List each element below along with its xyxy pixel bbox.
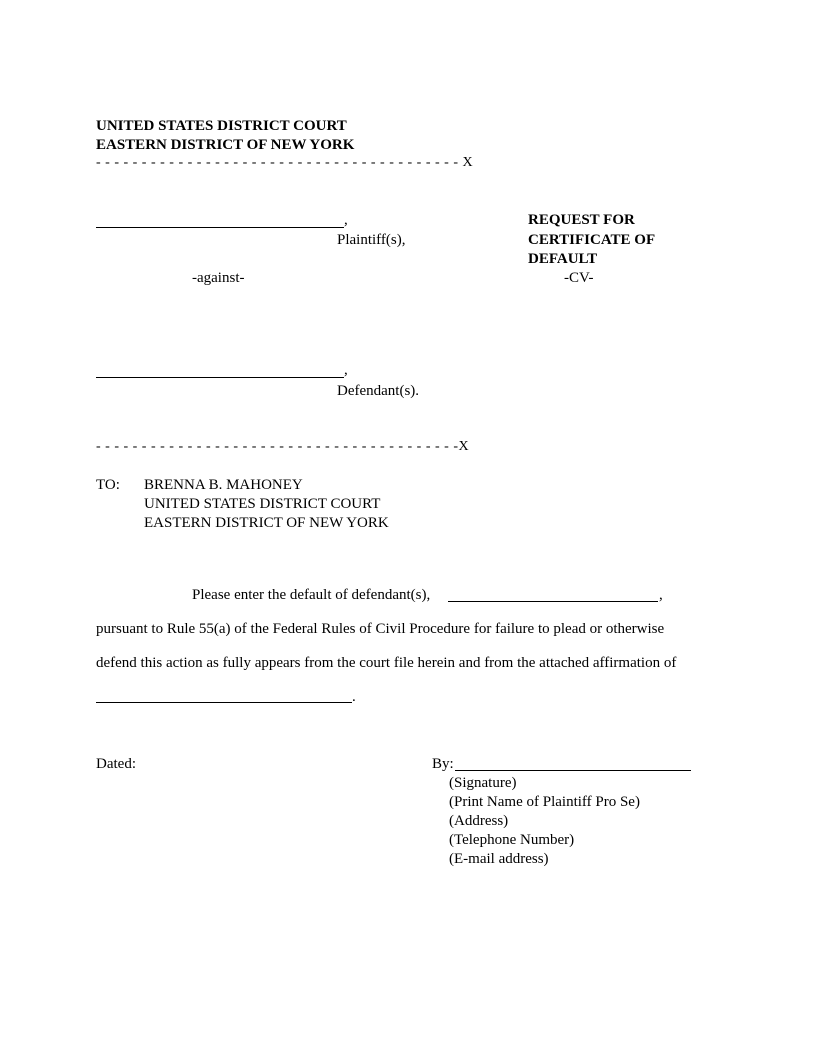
against-label: -against- (192, 270, 245, 286)
clerk-court: UNITED STATES DISTRICT COURT (144, 496, 381, 512)
signature-field-signature: (Signature) (449, 775, 517, 791)
plaintiff-name-blank (96, 227, 344, 228)
court-district: EASTERN DISTRICT OF NEW YORK (96, 137, 355, 153)
signature-field-telephone: (Telephone Number) (449, 832, 575, 848)
body-line-4-period: . (352, 689, 356, 705)
by-label: By: (432, 756, 454, 772)
caption-separator-bottom: - - - - - - - - - - - - - - - - - - - - - - - - - - - - - - - - - - - - - - - -X (96, 439, 470, 454)
clerk-name: BRENNA B. MAHONEY (144, 477, 303, 493)
signature-field-email: (E-mail address) (449, 851, 549, 867)
signature-blank (455, 770, 691, 771)
body-line-1-comma: , (659, 587, 663, 603)
title-line-3: DEFAULT (528, 251, 598, 267)
defendant-label: Defendant(s). (337, 383, 420, 399)
signature-field-address: (Address) (449, 813, 509, 829)
body-line-1: Please enter the default of defendant(s), (192, 587, 431, 603)
clerk-district: EASTERN DISTRICT OF NEW YORK (144, 515, 389, 531)
plaintiff-comma: , (344, 212, 348, 228)
dated-label: Dated: (96, 756, 136, 772)
title-line-2: CERTIFICATE OF (528, 232, 656, 248)
plaintiff-label: Plaintiff(s), (337, 232, 406, 248)
defendant-default-blank (448, 601, 658, 602)
body-line-3: defend this action as fully appears from the court file herein and from the attached affirmation of (96, 655, 677, 671)
signature-field-print-name: (Print Name of Plaintiff Pro Se) (449, 794, 640, 810)
caption-separator-top: - - - - - - - - - - - - - - - - - - - - - - - - - - - - - - - - - - - - - - - - X (96, 155, 474, 170)
defendant-name-blank (96, 377, 344, 378)
defendant-comma: , (344, 362, 348, 378)
title-line-1: REQUEST FOR (528, 212, 635, 228)
affirmant-name-blank (96, 702, 352, 703)
to-label: TO: (96, 477, 120, 493)
case-number: -CV- (564, 270, 594, 286)
body-line-2: pursuant to Rule 55(a) of the Federal Rules of Civil Procedure for failure to plead or otherwise (96, 621, 665, 637)
court-name: UNITED STATES DISTRICT COURT (96, 118, 347, 134)
